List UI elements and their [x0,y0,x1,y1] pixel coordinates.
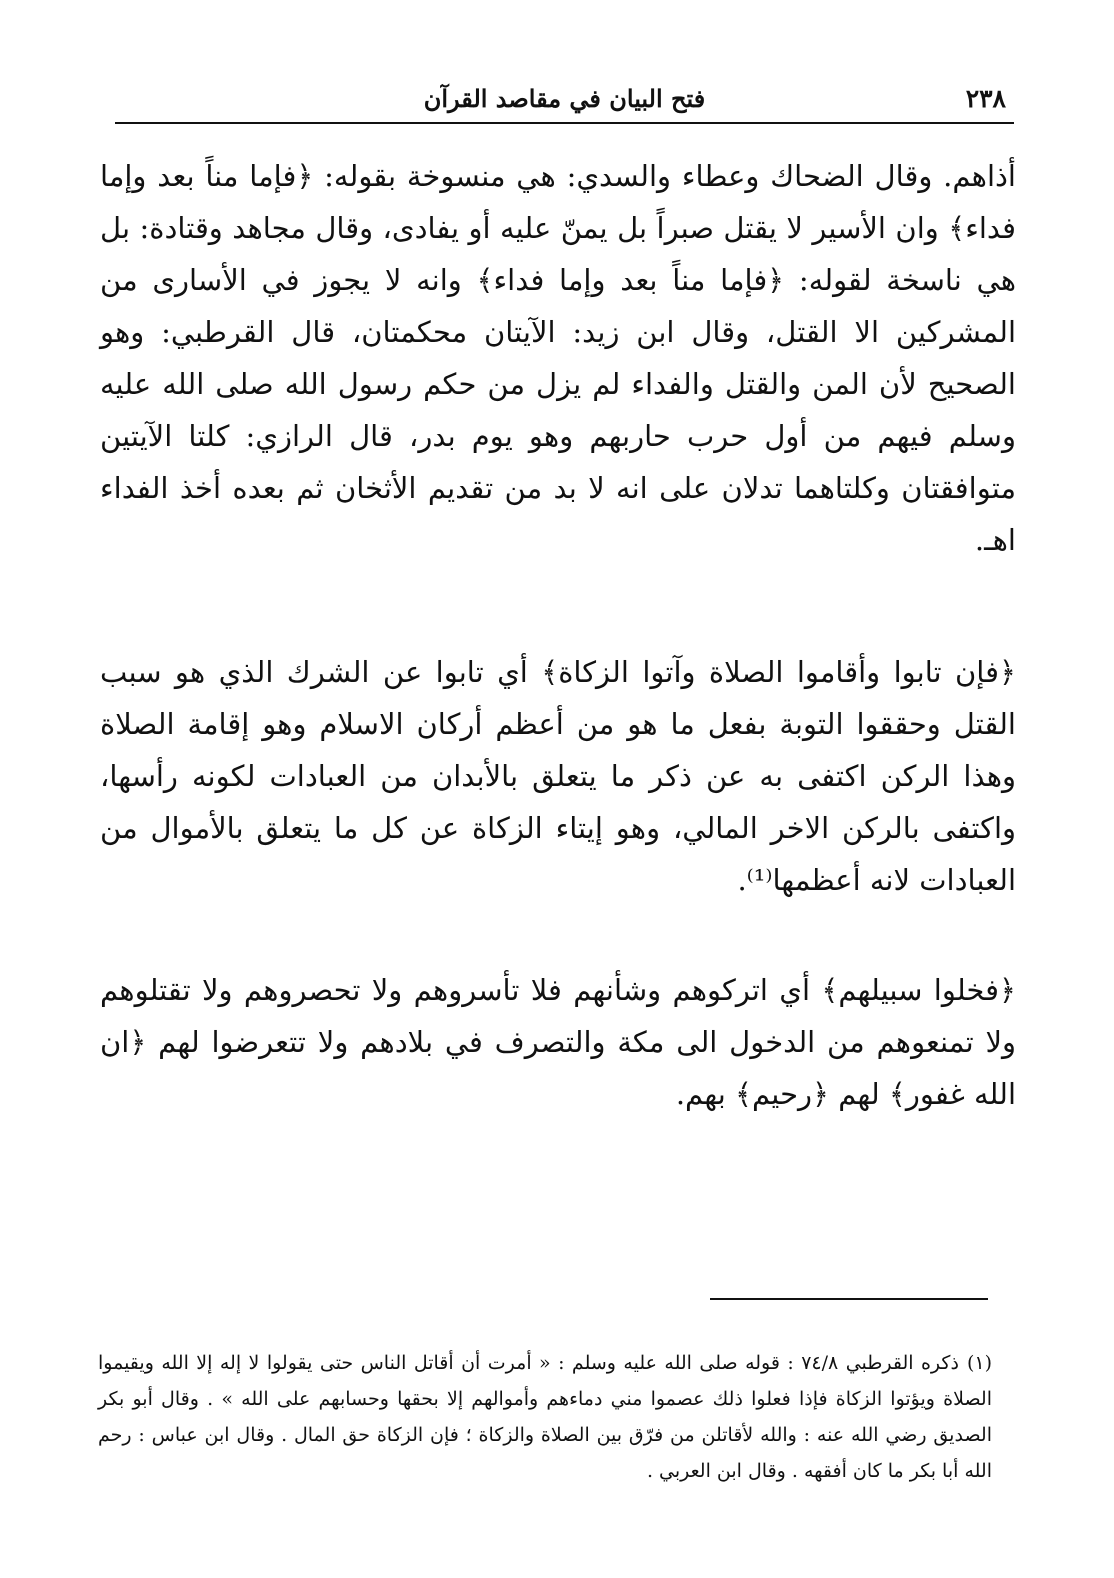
footnotes [98,1345,992,1489]
paragraph-2 [100,646,1016,906]
book-title: فتح البيان في مقاصد القرآن [423,84,706,113]
page-number: ٢٣٨ [965,84,1006,113]
paragraph-text: أذاهم. وقال الضحاك وعطاء والسدي: هي منسوخة بقوله: ﴿فإما مناً بعد وإما فداء﴾ وان الأسير لا يقتل صبراً بل يمنّ عليه أو يفادى، وقال مجاهد وقتادة: بل هي ناسخة لقوله: ﴿فإما مناً بعد وإما فداء﴾ وانه لا يجوز في الأسارى من المشركين الا القتل، وقال ابن زيد: الآيتان محكمتان، قال القرطبي: وهو الصحيح لأن المن والقتل والفداء لم يزل من حكم رسول الله صلى الله عليه وسلم فيهم من أول حرب حاربهم وهو يوم بدر، قال الرازي: كلتا الآيتين متوافقتان وكلتاهما تدلان على انه لا بد من تقديم الأثخان ثم بعده أخذ الفداء اهـ. [100,159,1016,557]
paragraph-1 [100,150,1016,566]
footnote-text: ذكره القرطبي ٧٤/٨ : قوله صلى الله عليه وسلم : « أمرت أن أقاتل الناس حتى يقولوا لا إله إلا الله ويقيموا الصلاة ويؤتوا الزكاة فإذا فعلوا ذلك عصموا مني دماءهم وأموالهم إلا بحقها وحسابهم على الله » . وقال أبو بكر الصديق رضي الله عنه : والله لأقاتلن من فرّق بين الصلاة والزكاة ؛ فإن الزكاة حق المال . وقال ابن عباس : رحم الله أبا بكر ما كان أفقهه . وقال ابن العربي . [98,1352,992,1482]
running-header [115,78,1014,124]
footnote-divider [710,1298,988,1300]
footnote-1 [98,1345,992,1489]
paragraph-3 [100,964,1016,1120]
footnote-marker: (١) [966,1352,992,1374]
paragraph-text: ﴿فإن تابوا وأقاموا الصلاة وآتوا الزكاة﴾ أي تابوا عن الشرك الذي هو سبب القتل وحققوا التوبة بفعل ما هو من أعظم أركان الاسلام وهو إقامة الصلاة وهذا الركن اكتفى به عن ذكر ما يتعلق بالأبدان من العبادات لكونه رأسها، واكتفى بالركن الاخر المالي، وهو إيتاء الزكاة عن كل ما يتعلق بالأموال من العبادات لانه أعظمها⁽¹⁾. [100,655,1016,897]
paragraph-text: ﴿فخلوا سبيلهم﴾ أي اتركوهم وشأنهم فلا تأسروهم ولا تحصروهم ولا تقتلوهم ولا تمنعوهم من الدخول الى مكة والتصرف في بلادهم ولا تتعرضوا لهم ﴿ان الله غفور﴾ لهم ﴿رحيم﴾ بهم. [100,973,1016,1111]
